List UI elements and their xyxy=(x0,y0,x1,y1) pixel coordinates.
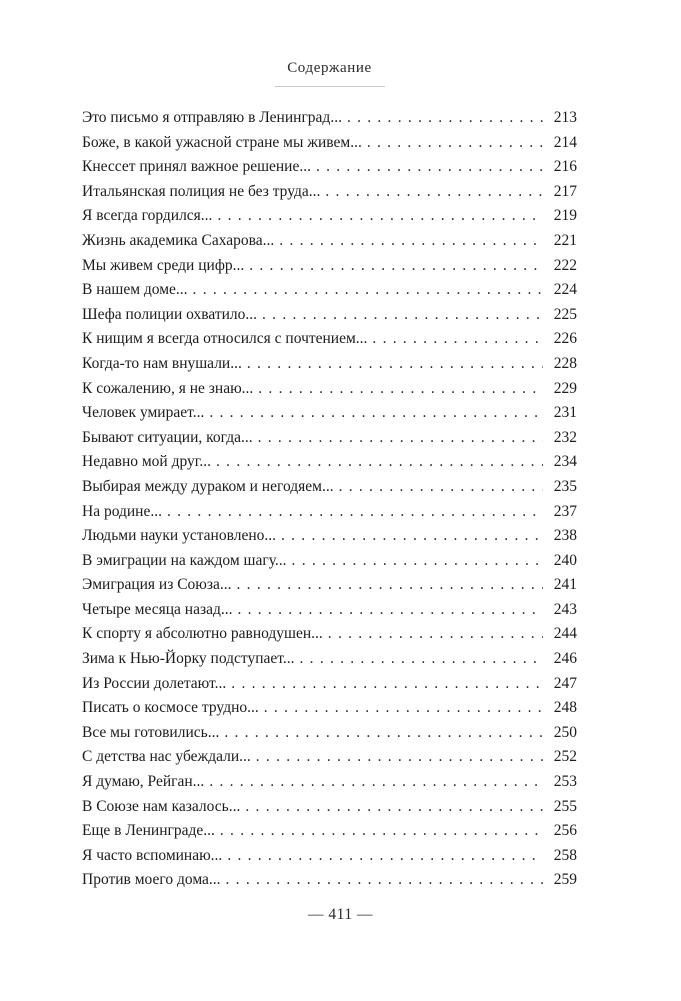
toc-leader-dots xyxy=(292,552,543,570)
toc-leader-dots xyxy=(247,355,543,373)
toc-leader-dots xyxy=(209,404,543,422)
toc-entry-title: В Союзе нам казалось... xyxy=(82,797,241,815)
toc-entry xyxy=(82,109,577,134)
toc-leader-dots xyxy=(279,232,543,250)
toc-entry-title: Я думаю, Рейган... xyxy=(82,773,205,791)
toc-entry-title: В эмиграции на каждом шагу... xyxy=(82,551,287,569)
toc-entry-page: 229 xyxy=(553,379,577,397)
toc-entry-page: 219 xyxy=(553,207,577,225)
toc-entry-page: 238 xyxy=(553,527,577,545)
toc-entry xyxy=(82,281,577,306)
toc-leader-dots xyxy=(216,453,543,471)
toc-entry-title: Жизнь академика Сахарова... xyxy=(82,231,275,249)
toc-entry-page: 224 xyxy=(553,281,577,299)
toc-entry-title: Эмиграция из Союза... xyxy=(82,576,232,594)
toc-entry xyxy=(82,847,577,872)
toc-entry xyxy=(82,871,577,896)
toc-leader-dots xyxy=(226,871,543,889)
toc-entry xyxy=(82,527,577,552)
toc-leader-dots xyxy=(316,158,543,176)
toc-entry-title: Мы живем среди цифр... xyxy=(82,256,245,274)
toc-leader-dots xyxy=(231,675,543,693)
toc-entry-title: Я всегда гордился... xyxy=(82,207,213,225)
toc-entry-title: Из России долетают... xyxy=(82,674,227,692)
toc-entry-page: 234 xyxy=(553,453,577,471)
toc-entry xyxy=(82,552,577,577)
toc-entry xyxy=(82,724,577,749)
toc-entry-page: 222 xyxy=(553,256,577,274)
toc-entry-page: 255 xyxy=(553,797,577,815)
toc-leader-dots xyxy=(227,847,543,865)
toc-entry-page: 248 xyxy=(553,699,577,717)
toc-entry-title: Боже, в какой ужасной стране мы живем... xyxy=(82,133,362,151)
toc-entry xyxy=(82,306,577,331)
toc-entry-title: Писать о космосе трудно... xyxy=(82,699,259,717)
toc-leader-dots xyxy=(347,109,543,127)
toc-entry-page: 221 xyxy=(553,231,577,249)
toc-entry xyxy=(82,625,577,650)
toc-entry xyxy=(82,601,577,626)
toc-entry-page: 253 xyxy=(553,773,577,791)
toc-entry-page: 231 xyxy=(553,404,577,422)
toc-entry xyxy=(82,650,577,675)
toc-entry-title: К спорту я абсолютно равнодушен... xyxy=(82,625,323,643)
toc-leader-dots xyxy=(262,306,543,324)
toc-leader-dots xyxy=(237,576,543,594)
toc-leader-dots xyxy=(220,822,543,840)
toc-entry xyxy=(82,675,577,700)
toc-entry-page: 244 xyxy=(553,625,577,643)
toc-entry-page: 214 xyxy=(553,133,577,151)
toc-entry-title: Зима к Нью-Йорку подступает... xyxy=(82,650,295,668)
toc-leader-dots xyxy=(325,183,543,201)
toc-entry xyxy=(82,429,577,454)
toc-leader-dots xyxy=(300,650,543,668)
toc-entry-page: 237 xyxy=(553,502,577,520)
toc-entry xyxy=(82,798,577,823)
toc-entry xyxy=(82,158,577,183)
toc-entry-page: 252 xyxy=(553,748,577,766)
toc-leader-dots xyxy=(367,134,543,152)
toc-entry xyxy=(82,404,577,429)
toc-entry-title: Выбирая между дураком и негодяем... xyxy=(82,477,334,495)
toc-entry xyxy=(82,257,577,282)
folio-page-number: — 411 — xyxy=(308,906,373,923)
toc-entry-page: 228 xyxy=(553,354,577,372)
toc-heading-block xyxy=(82,60,577,87)
toc-entry-title: С детства нас убеждали... xyxy=(82,748,251,766)
toc-leader-dots xyxy=(167,503,543,521)
toc-entry-page: 256 xyxy=(553,822,577,840)
toc-entry-page: 232 xyxy=(553,428,577,446)
toc-entry xyxy=(82,699,577,724)
toc-entry-title: Итальянская полиция не без труда... xyxy=(82,182,321,200)
toc-entry-title: Когда-то нам внушали... xyxy=(82,354,242,372)
toc-entry-title: Шефа полиции охватило... xyxy=(82,305,258,323)
toc-entry xyxy=(82,576,577,601)
toc-entry xyxy=(82,232,577,257)
toc-list xyxy=(82,109,577,896)
toc-entry-page: 217 xyxy=(553,182,577,200)
toc-entry xyxy=(82,134,577,159)
toc-leader-dots xyxy=(249,257,543,275)
toc-leader-dots xyxy=(328,625,543,643)
toc-entry-title: Это письмо я отправляю в Ленинград... xyxy=(82,109,342,126)
toc-entry-page: 259 xyxy=(553,871,577,889)
toc-entry-page: 216 xyxy=(553,158,577,176)
toc-entry-title: Четыре месяца назад... xyxy=(82,600,233,618)
toc-entry xyxy=(82,748,577,773)
toc-leader-dots xyxy=(372,330,543,348)
toc-leader-dots xyxy=(256,748,543,766)
toc-entry-title: В нашем доме... xyxy=(82,281,188,299)
toc-entry xyxy=(82,478,577,503)
toc-entry-title: Людьми науки установлено... xyxy=(82,527,276,545)
toc-leader-dots xyxy=(245,798,543,816)
toc-leader-dots xyxy=(237,601,543,619)
toc-entry-page: 225 xyxy=(553,305,577,323)
toc-entry-page: 246 xyxy=(553,650,577,668)
toc-leader-dots xyxy=(281,527,543,545)
toc-entry xyxy=(82,183,577,208)
toc-leader-dots xyxy=(258,429,543,447)
toc-entry-title: Бывают ситуации, когда... xyxy=(82,428,253,446)
heading-divider xyxy=(275,86,385,87)
toc-entry xyxy=(82,380,577,405)
toc-entry xyxy=(82,503,577,528)
toc-entry-title: К сожалению, я не знаю... xyxy=(82,379,254,397)
toc-entry-title: Кнессет принял важное решение... xyxy=(82,158,311,176)
toc-entry-page: 250 xyxy=(553,723,577,741)
toc-entry xyxy=(82,207,577,232)
toc-entry-title: Все мы готовились... xyxy=(82,723,220,741)
toc-entry xyxy=(82,453,577,478)
toc-entry-title: Человек умирает... xyxy=(82,404,205,422)
toc-leader-dots xyxy=(209,773,543,791)
toc-entry xyxy=(82,822,577,847)
toc-entry-page: 240 xyxy=(553,551,577,569)
toc-leader-dots xyxy=(258,380,543,398)
toc-entry-title: Против моего дома... xyxy=(82,871,221,889)
toc-leader-dots xyxy=(339,478,543,496)
page-title: Содержание xyxy=(287,60,372,76)
toc-entry-page: 258 xyxy=(553,846,577,864)
toc-entry-title: Недавно мой друг... xyxy=(82,453,212,471)
toc-entry-page: 213 xyxy=(553,109,577,126)
toc-entry-title: Я часто вспоминаю... xyxy=(82,846,223,864)
toc-leader-dots xyxy=(224,724,543,742)
toc-entry-page: 235 xyxy=(553,477,577,495)
toc-entry xyxy=(82,773,577,798)
toc-entry xyxy=(82,330,577,355)
toc-entry-page: 243 xyxy=(553,600,577,618)
toc-leader-dots xyxy=(217,207,543,225)
toc-entry-page: 226 xyxy=(553,330,577,348)
toc-entry-page: 247 xyxy=(553,674,577,692)
toc-entry-title: На родине... xyxy=(82,502,162,520)
toc-entry xyxy=(82,355,577,380)
toc-entry-page: 241 xyxy=(553,576,577,594)
toc-leader-dots xyxy=(264,699,543,717)
toc-entry-title: К нищим я всегда относился с почтением... xyxy=(82,330,368,348)
toc-entry-title: Еще в Ленинграде... xyxy=(82,822,215,840)
toc-leader-dots xyxy=(193,281,543,299)
